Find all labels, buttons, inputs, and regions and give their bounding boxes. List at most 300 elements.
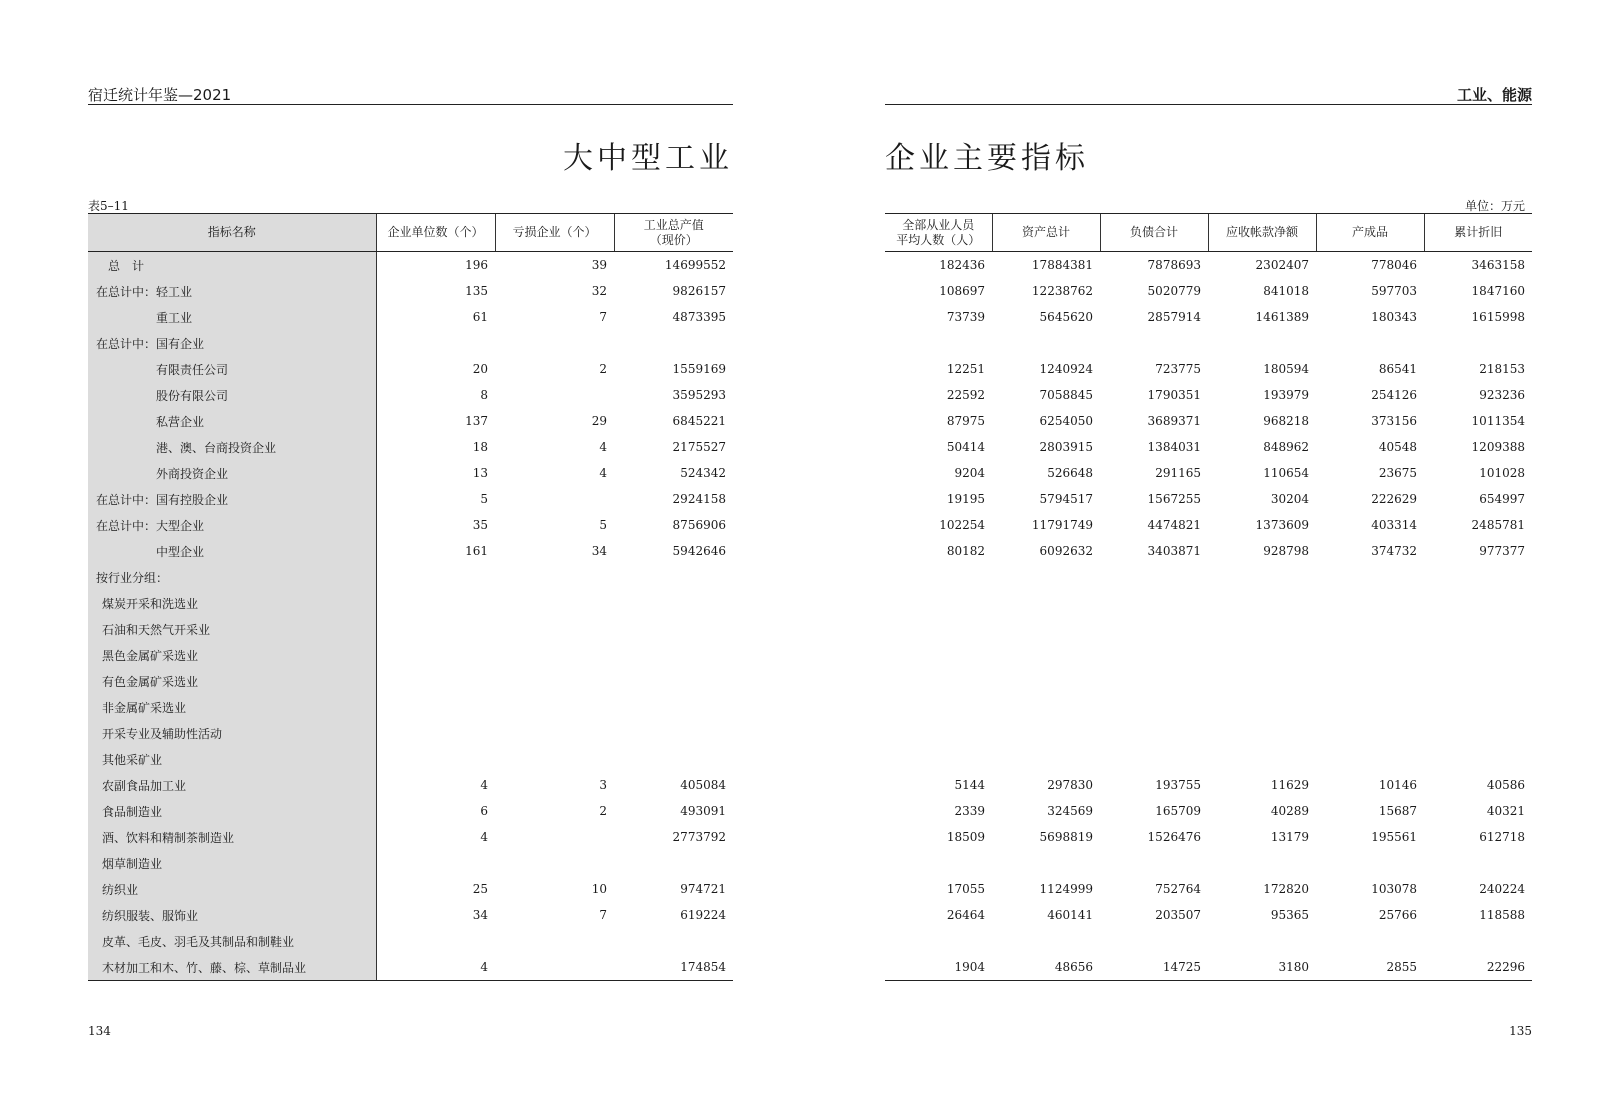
cell-value: 1567255 xyxy=(1147,492,1201,506)
table-row xyxy=(885,746,1532,772)
cell-value xyxy=(1316,616,1424,642)
cell-value: 17055 xyxy=(946,882,985,896)
cell-value: 2803915 xyxy=(1039,440,1093,454)
cell-value: 108697 xyxy=(939,284,985,298)
cell-value xyxy=(376,694,495,720)
cell-value xyxy=(992,330,1100,356)
page-title-right: 企业主要指标 xyxy=(885,141,1089,176)
cell-value xyxy=(495,590,614,616)
left-data-table xyxy=(88,213,733,981)
table-row xyxy=(88,746,733,772)
cell-value xyxy=(614,564,733,590)
table-row xyxy=(885,512,1532,538)
header-rule-right xyxy=(885,104,1532,105)
table-row xyxy=(88,460,733,486)
cell-value: 654997 xyxy=(1479,492,1525,506)
cell-value xyxy=(495,720,614,746)
cell-value: 5 xyxy=(599,518,607,532)
cell-value: 137 xyxy=(376,408,495,434)
cell-value: 723775 xyxy=(1155,362,1201,376)
cell-value xyxy=(1208,642,1316,668)
table-row xyxy=(885,616,1532,642)
row-label: 私营企业 xyxy=(88,408,376,434)
cell-value: 20 xyxy=(376,356,495,382)
table-row xyxy=(88,902,733,928)
cell-value: 195561 xyxy=(1371,830,1417,844)
cell-value xyxy=(992,694,1100,720)
cell-value: 30204 xyxy=(1270,492,1309,506)
row-label: 皮革、毛皮、羽毛及其制品和制鞋业 xyxy=(88,928,376,954)
column-header: 亏损企业（个） xyxy=(495,214,614,252)
row-label: 有色金属矿采选业 xyxy=(88,668,376,694)
cell-value xyxy=(495,330,614,356)
cell-value xyxy=(376,330,495,356)
cell-value xyxy=(614,928,733,954)
cell-value: 34 xyxy=(376,902,495,928)
cell-value: 493091 xyxy=(680,804,726,818)
cell-value: 9204 xyxy=(954,466,985,480)
page-number-left: 134 xyxy=(88,1024,111,1038)
cell-value: 403314 xyxy=(1371,518,1417,532)
cell-value: 10 xyxy=(591,882,607,896)
table-row xyxy=(88,668,733,694)
column-header: 产成品 xyxy=(1316,214,1424,252)
table-row xyxy=(885,382,1532,408)
cell-value: 1526476 xyxy=(1147,830,1201,844)
table-row xyxy=(885,252,1532,279)
cell-value xyxy=(1424,564,1532,590)
cell-value: 13179 xyxy=(1270,830,1309,844)
cell-value: 9826157 xyxy=(672,284,726,298)
cell-value: 1615998 xyxy=(1471,310,1525,324)
cell-value xyxy=(885,850,992,876)
cell-value xyxy=(885,564,992,590)
cell-value: 2 xyxy=(599,362,607,376)
cell-value: 2857914 xyxy=(1147,310,1201,324)
cell-value: 11791749 xyxy=(1031,518,1093,532)
cell-value: 86541 xyxy=(1378,362,1417,376)
row-label: 按行业分组： xyxy=(88,564,376,590)
row-label: 重工业 xyxy=(88,304,376,330)
cell-value: 29 xyxy=(591,414,607,428)
row-label: 非金属矿采选业 xyxy=(88,694,376,720)
cell-value: 180594 xyxy=(1263,362,1309,376)
cell-value: 218153 xyxy=(1479,362,1525,376)
cell-value xyxy=(376,668,495,694)
page-number-right: 135 xyxy=(1509,1024,1532,1038)
cell-value xyxy=(1100,330,1208,356)
cell-value xyxy=(992,850,1100,876)
cell-value xyxy=(495,824,614,850)
cell-value: 373156 xyxy=(1371,414,1417,428)
running-header-right: 工业、能源 xyxy=(1456,86,1532,104)
row-label: 中型企业 xyxy=(88,538,376,564)
row-label: 总 计 xyxy=(88,252,376,279)
cell-value xyxy=(1424,616,1532,642)
cell-value xyxy=(1100,850,1208,876)
cell-value: 196 xyxy=(376,252,495,279)
cell-value xyxy=(1316,330,1424,356)
cell-value xyxy=(1316,694,1424,720)
cell-value: 1011354 xyxy=(1471,414,1525,428)
table-row xyxy=(88,876,733,902)
cell-value: 1790351 xyxy=(1147,388,1201,402)
cell-value: 95365 xyxy=(1270,908,1309,922)
cell-value xyxy=(885,330,992,356)
cell-value: 34 xyxy=(591,544,607,558)
column-header: 应收帐款净额 xyxy=(1208,214,1316,252)
cell-value xyxy=(376,642,495,668)
cell-value: 974721 xyxy=(680,882,726,896)
row-label: 在总计中：国有控股企业 xyxy=(88,486,376,512)
unit-label: 单位：万元 xyxy=(1464,199,1525,213)
column-header: 工业总产值 （现价） xyxy=(614,214,733,252)
table-row xyxy=(88,538,733,564)
table-row xyxy=(885,668,1532,694)
cell-value: 48656 xyxy=(992,954,1100,981)
cell-value xyxy=(495,668,614,694)
cell-value xyxy=(1316,928,1424,954)
cell-value: 291165 xyxy=(1155,466,1201,480)
cell-value xyxy=(1208,720,1316,746)
row-label: 外商投资企业 xyxy=(88,460,376,486)
cell-value: 1847160 xyxy=(1471,284,1525,298)
cell-value: 50414 xyxy=(946,440,985,454)
cell-value xyxy=(614,330,733,356)
table-row xyxy=(885,278,1532,304)
cell-value xyxy=(614,590,733,616)
cell-value: 4474821 xyxy=(1147,518,1201,532)
table-row xyxy=(885,304,1532,330)
cell-value: 6 xyxy=(376,798,495,824)
cell-value: 8 xyxy=(376,382,495,408)
cell-value: 40321 xyxy=(1486,804,1525,818)
cell-value: 7 xyxy=(599,310,607,324)
cell-value: 161 xyxy=(376,538,495,564)
header-rule-left xyxy=(88,104,733,105)
cell-value xyxy=(376,720,495,746)
table-row xyxy=(88,434,733,460)
cell-value xyxy=(1208,668,1316,694)
row-label: 烟草制造业 xyxy=(88,850,376,876)
cell-value xyxy=(614,850,733,876)
cell-value: 3 xyxy=(599,778,607,792)
cell-value xyxy=(1208,590,1316,616)
column-header: 指标名称 xyxy=(88,214,376,252)
cell-value xyxy=(1424,668,1532,694)
row-label: 黑色金属矿采选业 xyxy=(88,642,376,668)
row-label: 食品制造业 xyxy=(88,798,376,824)
cell-value: 2855 xyxy=(1316,954,1424,981)
cell-value xyxy=(1424,590,1532,616)
table-row xyxy=(88,382,733,408)
cell-value xyxy=(614,720,733,746)
table-row xyxy=(88,278,733,304)
cell-value: 61 xyxy=(376,304,495,330)
cell-value: 1373609 xyxy=(1255,518,1309,532)
row-label: 煤炭开采和洗选业 xyxy=(88,590,376,616)
cell-value: 4 xyxy=(376,824,495,850)
cell-value: 254126 xyxy=(1371,388,1417,402)
cell-value: 23675 xyxy=(1378,466,1417,480)
cell-value xyxy=(885,590,992,616)
table-row xyxy=(885,356,1532,382)
cell-value xyxy=(1316,642,1424,668)
cell-value xyxy=(1208,928,1316,954)
cell-value: 6845221 xyxy=(672,414,726,428)
table-row xyxy=(88,616,733,642)
cell-value: 103078 xyxy=(1371,882,1417,896)
cell-value: 460141 xyxy=(1047,908,1093,922)
cell-value: 526648 xyxy=(1047,466,1093,480)
row-label: 在总计中：国有企业 xyxy=(88,330,376,356)
cell-value: 1384031 xyxy=(1147,440,1201,454)
cell-value: 297830 xyxy=(1047,778,1093,792)
cell-value: 4873395 xyxy=(672,310,726,324)
cell-value xyxy=(495,746,614,772)
table-row xyxy=(88,512,733,538)
cell-value: 13 xyxy=(376,460,495,486)
cell-value xyxy=(1100,928,1208,954)
table-row xyxy=(885,642,1532,668)
cell-value: 25 xyxy=(376,876,495,902)
table-row xyxy=(885,408,1532,434)
table-row xyxy=(88,824,733,850)
cell-value: 7058845 xyxy=(1039,388,1093,402)
cell-value xyxy=(495,954,614,981)
table-row xyxy=(88,798,733,824)
cell-value: 1209388 xyxy=(1471,440,1525,454)
table-row xyxy=(885,772,1532,798)
cell-value xyxy=(1100,746,1208,772)
cell-value xyxy=(495,694,614,720)
cell-value: 15687 xyxy=(1378,804,1417,818)
cell-value: 6254050 xyxy=(1039,414,1093,428)
column-header: 负债合计 xyxy=(1100,214,1208,252)
cell-value: 405084 xyxy=(680,778,726,792)
table-row xyxy=(885,954,1532,981)
table-row xyxy=(88,330,733,356)
cell-value xyxy=(495,564,614,590)
cell-value xyxy=(376,616,495,642)
cell-value xyxy=(376,850,495,876)
cell-value: 118588 xyxy=(1479,908,1525,922)
table-row xyxy=(88,590,733,616)
cell-value xyxy=(1424,720,1532,746)
cell-value: 2924158 xyxy=(672,492,726,506)
cell-value: 5645620 xyxy=(1039,310,1093,324)
cell-value: 174854 xyxy=(614,954,733,981)
cell-value xyxy=(495,616,614,642)
cell-value xyxy=(614,746,733,772)
cell-value: 40289 xyxy=(1270,804,1309,818)
cell-value: 1904 xyxy=(885,954,992,981)
cell-value xyxy=(1208,694,1316,720)
cell-value: 22296 xyxy=(1424,954,1532,981)
cell-value xyxy=(376,590,495,616)
table-row xyxy=(88,694,733,720)
cell-value: 968218 xyxy=(1263,414,1309,428)
cell-value xyxy=(376,746,495,772)
cell-value xyxy=(1208,746,1316,772)
table-row xyxy=(88,486,733,512)
column-header: 全部从业人员 平均人数（人） xyxy=(885,214,992,252)
column-header: 累计折旧 xyxy=(1424,214,1532,252)
table-row xyxy=(885,694,1532,720)
cell-value: 597703 xyxy=(1371,284,1417,298)
cell-value: 32 xyxy=(591,284,607,298)
row-label: 其他采矿业 xyxy=(88,746,376,772)
cell-value: 374732 xyxy=(1371,544,1417,558)
cell-value xyxy=(614,668,733,694)
row-label: 纺织业 xyxy=(88,876,376,902)
cell-value: 3180 xyxy=(1208,954,1316,981)
cell-value: 203507 xyxy=(1155,908,1201,922)
row-label: 农副食品加工业 xyxy=(88,772,376,798)
cell-value: 22592 xyxy=(946,388,985,402)
cell-value: 101028 xyxy=(1479,466,1525,480)
cell-value xyxy=(1424,850,1532,876)
cell-value xyxy=(495,928,614,954)
cell-value xyxy=(1208,616,1316,642)
cell-value: 12238762 xyxy=(1031,284,1093,298)
cell-value: 182436 xyxy=(939,258,985,272)
cell-value: 1124999 xyxy=(1039,882,1093,896)
page-title-left: 大中型工业 xyxy=(563,141,733,176)
cell-value xyxy=(495,642,614,668)
cell-value xyxy=(1316,746,1424,772)
cell-value: 977377 xyxy=(1479,544,1525,558)
table-row xyxy=(885,460,1532,486)
cell-value: 18 xyxy=(376,434,495,460)
cell-value xyxy=(1208,330,1316,356)
cell-value xyxy=(1100,564,1208,590)
cell-value: 172820 xyxy=(1263,882,1309,896)
cell-value: 928798 xyxy=(1263,544,1309,558)
cell-value: 5 xyxy=(376,486,495,512)
cell-value: 841018 xyxy=(1263,284,1309,298)
cell-value: 5942646 xyxy=(672,544,726,558)
cell-value xyxy=(1100,642,1208,668)
row-label: 在总计中：轻工业 xyxy=(88,278,376,304)
cell-value: 102254 xyxy=(939,518,985,532)
right-data-table xyxy=(885,213,1532,981)
cell-value: 40548 xyxy=(1378,440,1417,454)
cell-value xyxy=(1424,642,1532,668)
cell-value xyxy=(1316,590,1424,616)
table-row xyxy=(88,564,733,590)
cell-value: 1559169 xyxy=(672,362,726,376)
cell-value xyxy=(376,564,495,590)
cell-value: 778046 xyxy=(1371,258,1417,272)
cell-value xyxy=(1316,720,1424,746)
cell-value: 3403871 xyxy=(1147,544,1201,558)
row-label: 港、澳、台商投资企业 xyxy=(88,434,376,460)
table-row xyxy=(885,564,1532,590)
table-row xyxy=(885,824,1532,850)
cell-value: 193755 xyxy=(1155,778,1201,792)
cell-value xyxy=(992,642,1100,668)
cell-value xyxy=(495,486,614,512)
cell-value: 524342 xyxy=(680,466,726,480)
cell-value xyxy=(885,668,992,694)
cell-value: 4 xyxy=(599,466,607,480)
cell-value: 2339 xyxy=(954,804,985,818)
table-row xyxy=(88,252,733,279)
cell-value xyxy=(495,850,614,876)
table-row xyxy=(885,330,1532,356)
cell-value xyxy=(1100,616,1208,642)
table-row xyxy=(88,356,733,382)
cell-value xyxy=(1100,590,1208,616)
row-label: 在总计中：大型企业 xyxy=(88,512,376,538)
table-row xyxy=(88,928,733,954)
cell-value: 2 xyxy=(599,804,607,818)
table-number: 表5–11 xyxy=(88,199,129,213)
cell-value: 19195 xyxy=(946,492,985,506)
cell-value: 324569 xyxy=(1047,804,1093,818)
table-row xyxy=(88,408,733,434)
table-row xyxy=(88,954,733,981)
row-label: 股份有限公司 xyxy=(88,382,376,408)
cell-value xyxy=(1424,928,1532,954)
cell-value: 193979 xyxy=(1263,388,1309,402)
running-header-left: 宿迁统计年鉴—2021 xyxy=(88,86,232,104)
cell-value: 923236 xyxy=(1479,388,1525,402)
cell-value xyxy=(1316,668,1424,694)
cell-value: 222629 xyxy=(1371,492,1417,506)
table-row xyxy=(885,902,1532,928)
cell-value: 5794517 xyxy=(1039,492,1093,506)
table-row xyxy=(885,434,1532,460)
table-row xyxy=(88,720,733,746)
table-row xyxy=(885,538,1532,564)
table-row xyxy=(885,720,1532,746)
table-row xyxy=(885,486,1532,512)
cell-value: 80182 xyxy=(946,544,985,558)
cell-value: 180343 xyxy=(1371,310,1417,324)
cell-value: 18509 xyxy=(946,830,985,844)
cell-value xyxy=(992,590,1100,616)
cell-value: 87975 xyxy=(946,414,985,428)
table-row xyxy=(885,928,1532,954)
column-header: 资产总计 xyxy=(992,214,1100,252)
cell-value xyxy=(1424,694,1532,720)
cell-value xyxy=(1100,720,1208,746)
cell-value: 25766 xyxy=(1378,908,1417,922)
cell-value xyxy=(885,720,992,746)
cell-value: 1461389 xyxy=(1255,310,1309,324)
cell-value xyxy=(1208,850,1316,876)
cell-value: 3463158 xyxy=(1471,258,1525,272)
cell-value: 110654 xyxy=(1263,466,1309,480)
row-label: 石油和天然气开采业 xyxy=(88,616,376,642)
cell-value xyxy=(376,928,495,954)
table-row xyxy=(885,590,1532,616)
cell-value xyxy=(992,720,1100,746)
row-label: 有限责任公司 xyxy=(88,356,376,382)
row-label: 纺织服装、服饰业 xyxy=(88,902,376,928)
cell-value xyxy=(885,694,992,720)
cell-value: 165709 xyxy=(1155,804,1201,818)
table-row xyxy=(885,850,1532,876)
cell-value: 11629 xyxy=(1270,778,1309,792)
cell-value: 7 xyxy=(599,908,607,922)
cell-value xyxy=(1316,850,1424,876)
cell-value: 35 xyxy=(376,512,495,538)
cell-value: 752764 xyxy=(1155,882,1201,896)
cell-value: 26464 xyxy=(946,908,985,922)
